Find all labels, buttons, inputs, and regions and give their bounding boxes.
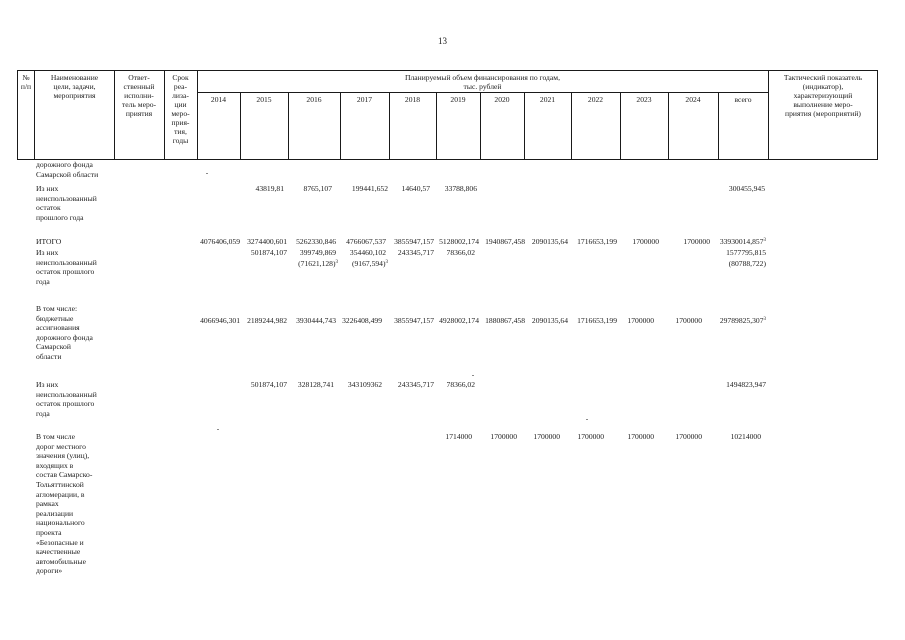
header-year: 2017 [356,95,373,104]
value-cell: 1716653,199 [577,237,617,246]
value-cell: 243345,717 [397,248,434,257]
value-cell: 1700000 [632,237,659,246]
value-cell: 78366,02 [446,248,475,257]
value-cell: 5128002,174 [439,237,479,246]
header-year: 2016 [306,95,322,104]
row-label: Из них неиспользованный остаток прошлого года [36,184,97,222]
header-year: 2015 [256,95,272,104]
value-cell: 199441,652 [351,184,388,193]
row-label: Из них неиспользованный остаток прошлого года [36,380,97,418]
value-cell: 1700000 [490,432,517,441]
value-cell: 5262330,846 [296,237,336,246]
value-cell: 8765,107 [303,184,332,193]
value-cell: 354460,102 [349,248,386,257]
row-label: ИТОГО [36,237,62,246]
scan-speck [206,173,208,174]
value-cell: 3274400,601 [247,237,287,246]
value-cell: 43819,81 [255,184,284,193]
total-cell [708,316,766,326]
value-cell: 399749,869 [299,248,336,257]
footnote-mark: 3 [335,260,338,265]
header-year: 2022 [587,95,604,104]
value-cell: 1700000 [675,432,702,441]
value-cell: 4928002,174 [439,316,479,325]
value-cell: 3930444,743 [296,316,336,325]
value-cell: 1700000 [683,237,710,246]
footnote-mark: 3 [763,317,766,322]
row-label: Из них неиспользованный остаток прошлого года [36,248,97,286]
scan-speck [472,375,474,376]
scan-speck [217,429,219,430]
header-indicator: Тактический показатель (индикатор), характеризующий выполнение меро- приятия (мероприятий) [783,73,863,118]
row-label: В том числе: бюджетные ассигнования дорожного фонда Самарской области [36,304,93,361]
header-year: 2014 [210,95,227,104]
header-year: 2018 [404,95,421,104]
header-year: 2021 [539,95,556,104]
row-label: В том числе дорог местного значения (улиц), входящих в состав Самарско- Тольяттинской агломерации, в рамках реализации национального проекта «Безопасные и качественные автомобильные дороги» [36,432,93,576]
total-cell: 10214000 [730,432,761,441]
value-cell: 2189244,982 [247,316,287,325]
value-cell: 3226408,499 [342,316,382,325]
total-cell: (80788,722) [728,259,766,268]
header-year: 2019 [450,95,466,104]
total-value: 33930014,857 [719,237,764,246]
header-financing-title: Планируемый объем финансирования по годам, тыс. рублей [405,73,560,91]
value-cell: 1880867,458 [485,316,525,325]
page-number: 13 [438,36,447,46]
years-divider [197,92,768,93]
total-cell [708,237,766,247]
value-cell: 300455,945 [728,184,765,193]
value-cell: 33788,806 [444,184,477,193]
scan-speck [586,419,588,420]
value-cell: 4766067,537 [346,237,386,246]
value-cell: 1940867,458 [485,237,525,246]
header-year: 2023 [636,95,652,104]
bracketed-value: (9167,594) [351,259,386,268]
value-cell: 2090135,64 [531,237,568,246]
value-cell: 1714000 [445,432,472,441]
header-year: 2024 [685,95,701,104]
value-cell: 14640,57 [401,184,430,193]
header-name: Наименование цели, задачи, мероприятия [50,73,99,100]
footnote-mark: 3 [385,260,388,265]
header-responsible: Ответ- ственный исполни- тель меро- приятия [121,73,157,118]
value-cell: 1700000 [533,432,560,441]
value-cell-bracketed [330,259,388,269]
value-cell: 501874,107 [250,248,287,257]
value-cell: 3855947,157 [394,237,434,246]
value-cell: 3855947,157 [394,316,434,325]
header-num: № п/п [20,73,32,91]
value-cell: 78366,02 [446,380,475,389]
header-year-total: всего [734,95,752,104]
value-cell: 1716653,199 [577,316,617,325]
header-top-border [17,70,878,71]
total-value: 29789825,307 [719,316,764,325]
value-cell: 328128,741 [297,380,334,389]
footnote-mark: 3 [763,238,766,243]
value-cell: 243345,717 [397,380,434,389]
total-cell: 1494823,947 [726,380,766,389]
bracketed-value: (71621,128) [298,259,336,268]
value-cell: 1700000 [675,316,702,325]
value-cell: 2090135,64 [531,316,568,325]
total-cell: 1577795,815 [726,248,766,257]
value-cell: 1700000 [627,432,654,441]
value-cell: 343109362 [347,380,382,389]
value-cell: 1700000 [627,316,654,325]
header-bottom-border [17,159,878,160]
row-label: дорожного фонда Самарской области [36,160,99,179]
header-term: Срок реа- лиза- ции меро- прия- тия, годы [171,73,190,145]
header-year: 2020 [494,95,510,104]
value-cell: 4076406,059 [200,237,240,246]
value-cell: 501874,107 [250,380,287,389]
value-cell: 1700000 [577,432,604,441]
value-cell: 4066946,301 [200,316,240,325]
